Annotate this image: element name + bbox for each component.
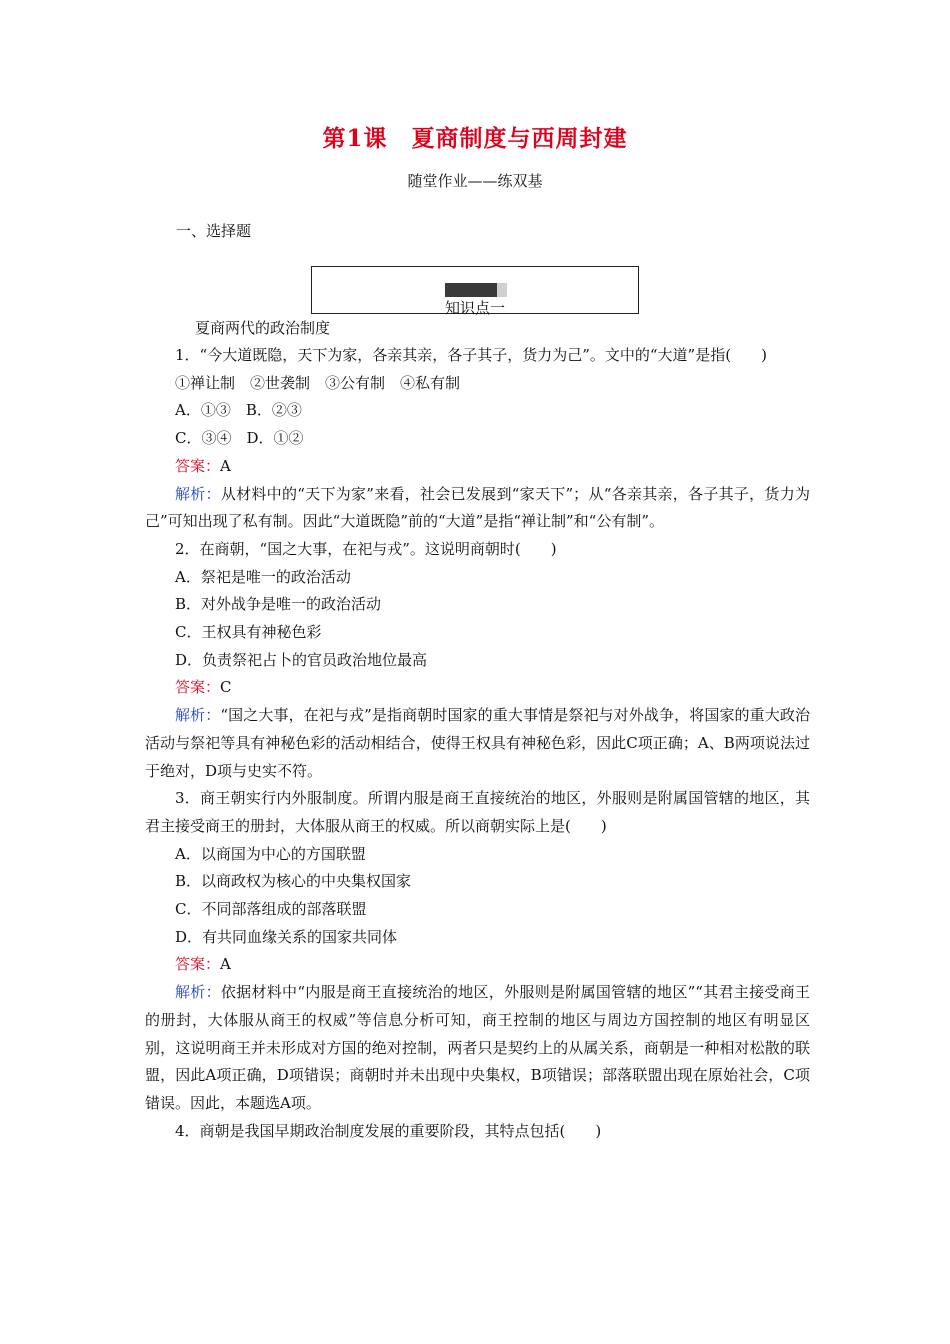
analysis-label: 解析： <box>175 484 221 503</box>
page-subtitle: 随堂作业——练双基 <box>407 172 543 190</box>
question-stem: 1．“今大道既隐，天下为家，各亲其亲，各子其子，货力为己”。文中的“大道”是指( ) <box>175 346 767 364</box>
analysis-paragraph <box>145 979 810 1118</box>
question-statements: ①禅让制 ②世袭制 ③公有制 ④私有制 <box>175 373 461 392</box>
analysis-text: “国之大事，在祀与戎”是指商朝时国家的重大事情是祭祀与对外战争，将国家的重大政治活动与祭祀等具有神秘色彩的活动相结合，使得王权具有神秘色彩，因此C项正确；A、B两项说法过于绝对，D项与史实不符。 <box>145 706 810 780</box>
question-option: A．祭祀是唯一的政治活动 <box>175 567 351 586</box>
question-option: C．王权具有神秘色彩 <box>175 623 322 642</box>
analysis-text: 依据材料中“内服是商王直接统治的地区，外服则是附属国管辖的地区”“其君主接受商王的册封，大体服从商王的权威”等信息分析可知，商王控制的地区与周边方国控制的地区有明显区别，这说明商王并未形成对方国的绝对控制，两者只是契约上的从属关系，商朝是一种相对松散的联盟，因此A项正确，D项错误；商朝时并未出现中央集权，B项错误；部落联盟出现在原始社会，C项错误。因此，本题选A项。 <box>145 983 810 1112</box>
question-stem: 2．在商朝，“国之大事，在祀与戎”。这说明商朝时( ) <box>175 539 557 558</box>
question-option: D．负责祭祀占卜的官员政治地位最高 <box>175 650 428 669</box>
answer-line <box>145 674 810 702</box>
answer-value: A <box>220 955 231 974</box>
question-list <box>145 342 810 1145</box>
question-option: C．不同部落组成的部落联盟 <box>175 900 367 919</box>
question-option: A．①③ B．②③ <box>175 401 302 420</box>
answer-line <box>145 453 810 481</box>
knowledge-point-box <box>311 266 639 317</box>
question-option: A．以商国为中心的方国联盟 <box>175 844 366 863</box>
knowledge-point-bar <box>445 283 507 297</box>
analysis-label: 解析： <box>175 706 221 725</box>
question-option: C．③④ D．①② <box>175 429 304 448</box>
page-title <box>0 120 950 153</box>
answer-label: 答案： <box>175 955 221 974</box>
lesson-number: 第1课 <box>322 125 388 152</box>
answer-value: C <box>220 678 232 697</box>
answer-value: A <box>220 456 231 475</box>
question-stem: 4．商朝是我国早期政治制度发展的重要阶段，其特点包括( ) <box>175 1121 602 1140</box>
analysis-text: 从材料中的“天下为家”来看，社会已发展到“家天下”；从“各亲其亲，各子其子，货力为己”可知出现了私有制。因此“大道既隐”前的“大道”是指“禅让制”和“公有制”。 <box>145 484 810 531</box>
question-stem: 3．商王朝实行内外服制度。所谓内服是商王直接统治的地区，外服则是附属国管辖的地区，其君主接受商王的册封，大体服从商王的权威。所以商朝实际上是( ) <box>145 789 810 835</box>
analysis-label: 解析： <box>175 983 221 1002</box>
knowledge-point-label: 知识点一 <box>444 299 505 317</box>
answer-label: 答案： <box>175 678 221 697</box>
question-option: B．对外战争是唯一的政治活动 <box>175 595 382 614</box>
question-option: D．有共同血缘关系的国家共同体 <box>175 927 398 946</box>
answer-line <box>145 951 810 979</box>
section-heading: 一、选择题 <box>176 222 252 240</box>
knowledge-topic: 夏商两代的政治制度 <box>195 319 331 337</box>
analysis-paragraph <box>145 481 810 536</box>
lesson-name: 夏商制度与西周封建 <box>411 125 628 152</box>
answer-label: 答案： <box>175 456 221 475</box>
analysis-paragraph <box>145 702 810 785</box>
question-option: B．以商政权为核心的中央集权国家 <box>175 872 412 891</box>
